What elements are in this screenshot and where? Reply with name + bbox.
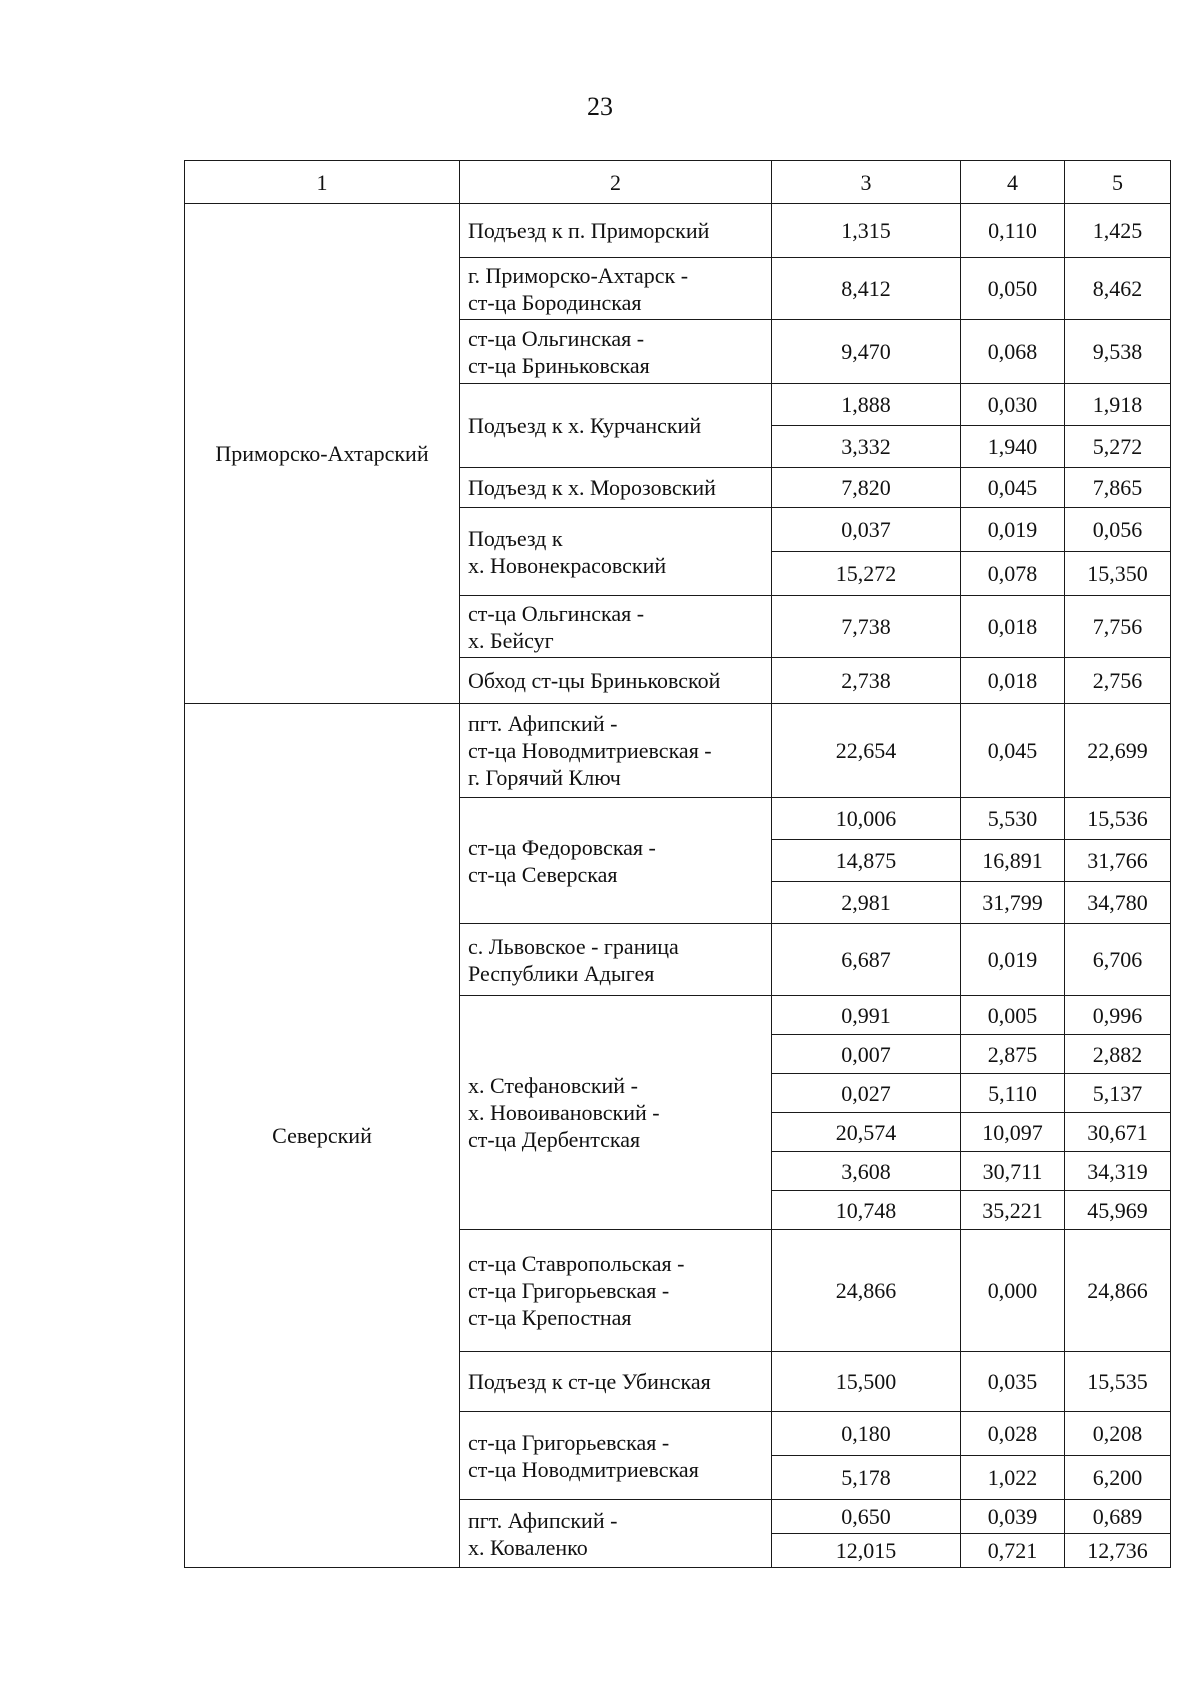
value-col3-cell: 1,888	[772, 384, 961, 426]
value-col5-cell: 15,350	[1065, 552, 1171, 596]
value-col3-cell: 0,180	[772, 1412, 961, 1456]
road-name-cell	[460, 996, 772, 1230]
value-col5-cell: 15,536	[1065, 798, 1171, 840]
value-col4-cell: 0,110	[961, 204, 1065, 258]
value-col3-cell: 5,178	[772, 1456, 961, 1500]
value-col5-cell: 0,056	[1065, 508, 1171, 552]
value-col3-cell: 2,981	[772, 882, 961, 924]
value-col4-cell: 0,035	[961, 1352, 1065, 1412]
road-name-line: х. Новонекрасовский	[468, 552, 667, 578]
column-header: 3	[772, 161, 961, 204]
road-name-line: г. Горячий Ключ	[468, 765, 621, 790]
value-col5-cell: 1,918	[1065, 384, 1171, 426]
value-col4-cell: 0,019	[961, 924, 1065, 996]
value-col5-cell: 12,736	[1065, 1534, 1171, 1568]
road-name-line: с. Львовское - граница	[468, 933, 679, 959]
value-col3-cell: 1,315	[772, 204, 961, 258]
road-name-line: пгт. Афипский -	[468, 711, 618, 736]
value-col5-cell: 31,766	[1065, 840, 1171, 882]
value-col5-cell: 2,756	[1065, 658, 1171, 704]
value-col5-cell: 30,671	[1065, 1113, 1171, 1152]
value-col5-cell: 6,706	[1065, 924, 1171, 996]
road-name-line: Подъезд к ст-це Убинская	[468, 1369, 711, 1394]
road-name-cell	[460, 258, 772, 320]
value-col4-cell: 16,891	[961, 840, 1065, 882]
road-name-line: г. Приморско-Ахтарск -	[468, 262, 689, 288]
value-col4-cell: 0,045	[961, 704, 1065, 798]
value-col3-cell: 0,027	[772, 1074, 961, 1113]
table-row	[185, 204, 1171, 258]
value-col3-cell: 10,748	[772, 1191, 961, 1230]
road-name-cell	[460, 596, 772, 658]
value-col5-cell: 34,319	[1065, 1152, 1171, 1191]
value-col4-cell: 1,940	[961, 426, 1065, 468]
value-col5-cell: 9,538	[1065, 320, 1171, 384]
value-col3-cell: 2,738	[772, 658, 961, 704]
road-name-line: Обход ст-цы Бриньковской	[468, 668, 721, 693]
value-col4-cell: 0,005	[961, 996, 1065, 1035]
value-col4-cell: 2,875	[961, 1035, 1065, 1074]
column-header: 2	[460, 161, 772, 204]
value-col3-cell: 0,991	[772, 996, 961, 1035]
road-name-line: Подъезд к	[468, 525, 563, 551]
district-cell: Приморско-Ахтарский	[185, 204, 460, 704]
road-name-line: ст-ца Новодмитриевская	[468, 1456, 699, 1482]
road-name-line: ст-ца Ольгинская -	[468, 600, 645, 626]
value-col4-cell: 31,799	[961, 882, 1065, 924]
road-name-line: ст-ца Ставропольская -	[468, 1251, 685, 1276]
value-col3-cell: 9,470	[772, 320, 961, 384]
value-col5-cell: 15,535	[1065, 1352, 1171, 1412]
value-col5-cell: 22,699	[1065, 704, 1171, 798]
road-name-line: х. Бейсуг	[468, 627, 554, 653]
road-name-line: Подъезд к х. Курчанский	[468, 413, 702, 438]
value-col4-cell: 35,221	[961, 1191, 1065, 1230]
roads-table	[184, 160, 1171, 1568]
value-col5-cell: 5,137	[1065, 1074, 1171, 1113]
table-row	[185, 704, 1171, 798]
value-col3-cell: 3,332	[772, 426, 961, 468]
value-col4-cell: 5,530	[961, 798, 1065, 840]
road-name-line: ст-ца Бриньковская	[468, 352, 650, 378]
road-name-line: пгт. Афипский -	[468, 1507, 618, 1533]
column-header: 1	[185, 161, 460, 204]
value-col3-cell: 0,037	[772, 508, 961, 552]
road-name-cell	[460, 924, 772, 996]
road-name-cell	[460, 704, 772, 798]
value-col5-cell: 7,756	[1065, 596, 1171, 658]
road-name-line: х. Коваленко	[468, 1534, 588, 1560]
value-col4-cell: 30,711	[961, 1152, 1065, 1191]
value-col5-cell: 24,866	[1065, 1230, 1171, 1352]
road-name-cell	[460, 1352, 772, 1412]
road-name-line: ст-ца Григорьевская -	[468, 1278, 670, 1303]
value-col5-cell: 7,865	[1065, 468, 1171, 508]
district-cell: Северский	[185, 704, 460, 1568]
road-name-cell	[460, 508, 772, 596]
value-col4-cell: 0,045	[961, 468, 1065, 508]
road-name-line: ст-ца Григорьевская -	[468, 1429, 670, 1455]
value-col3-cell: 7,738	[772, 596, 961, 658]
road-name-cell	[460, 320, 772, 384]
value-col4-cell: 0,000	[961, 1230, 1065, 1352]
road-name-cell	[460, 204, 772, 258]
road-name-line: Подъезд к п. Приморский	[468, 218, 710, 243]
value-col5-cell: 8,462	[1065, 258, 1171, 320]
value-col3-cell: 3,608	[772, 1152, 961, 1191]
value-col5-cell: 0,689	[1065, 1500, 1171, 1534]
value-col5-cell: 6,200	[1065, 1456, 1171, 1500]
road-name-cell	[460, 658, 772, 704]
value-col3-cell: 20,574	[772, 1113, 961, 1152]
value-col5-cell: 0,208	[1065, 1412, 1171, 1456]
value-col3-cell: 24,866	[772, 1230, 961, 1352]
value-col3-cell: 15,500	[772, 1352, 961, 1412]
road-name-cell	[460, 468, 772, 508]
value-col4-cell: 0,028	[961, 1412, 1065, 1456]
value-col4-cell: 0,018	[961, 596, 1065, 658]
road-name-line: ст-ца Северская	[468, 861, 618, 887]
value-col3-cell: 6,687	[772, 924, 961, 996]
road-name-line: х. Новоивановский -	[468, 1100, 660, 1125]
road-name-line: ст-ца Ольгинская -	[468, 325, 645, 351]
road-name-line: Республики Адыгея	[468, 960, 655, 986]
column-header: 4	[961, 161, 1065, 204]
road-name-line: Подъезд к х. Морозовский	[468, 475, 716, 500]
value-col4-cell: 5,110	[961, 1074, 1065, 1113]
value-col4-cell: 0,018	[961, 658, 1065, 704]
value-col3-cell: 0,650	[772, 1500, 961, 1534]
road-name-line: ст-ца Новодмитриевская -	[468, 738, 712, 763]
road-name-cell	[460, 798, 772, 924]
value-col3-cell: 15,272	[772, 552, 961, 596]
value-col3-cell: 10,006	[772, 798, 961, 840]
value-col3-cell: 12,015	[772, 1534, 961, 1568]
value-col4-cell: 0,050	[961, 258, 1065, 320]
value-col4-cell: 0,068	[961, 320, 1065, 384]
value-col5-cell: 5,272	[1065, 426, 1171, 468]
road-name-line: ст-ца Крепостная	[468, 1305, 632, 1330]
value-col5-cell: 2,882	[1065, 1035, 1171, 1074]
value-col5-cell: 34,780	[1065, 882, 1171, 924]
value-col3-cell: 0,007	[772, 1035, 961, 1074]
value-col5-cell: 1,425	[1065, 204, 1171, 258]
value-col4-cell: 0,039	[961, 1500, 1065, 1534]
value-col3-cell: 8,412	[772, 258, 961, 320]
road-name-line: ст-ца Федоровская -	[468, 834, 656, 860]
value-col3-cell: 14,875	[772, 840, 961, 882]
road-name-cell	[460, 1230, 772, 1352]
value-col3-cell: 7,820	[772, 468, 961, 508]
road-name-cell	[460, 1412, 772, 1500]
road-name-line: х. Стефановский -	[468, 1073, 638, 1098]
value-col4-cell: 0,721	[961, 1534, 1065, 1568]
value-col4-cell: 10,097	[961, 1113, 1065, 1152]
column-header: 5	[1065, 161, 1171, 204]
table-body	[185, 204, 1171, 1568]
value-col5-cell: 0,996	[1065, 996, 1171, 1035]
road-name-cell	[460, 1500, 772, 1568]
road-name-line: ст-ца Бородинская	[468, 289, 642, 315]
table-header-row	[185, 161, 1171, 204]
page-number: 23	[587, 92, 613, 121]
value-col3-cell: 22,654	[772, 704, 961, 798]
road-name-line: ст-ца Дербентская	[468, 1127, 641, 1152]
road-name-cell	[460, 384, 772, 468]
value-col5-cell: 45,969	[1065, 1191, 1171, 1230]
value-col4-cell: 1,022	[961, 1456, 1065, 1500]
value-col4-cell: 0,030	[961, 384, 1065, 426]
value-col4-cell: 0,019	[961, 508, 1065, 552]
value-col4-cell: 0,078	[961, 552, 1065, 596]
